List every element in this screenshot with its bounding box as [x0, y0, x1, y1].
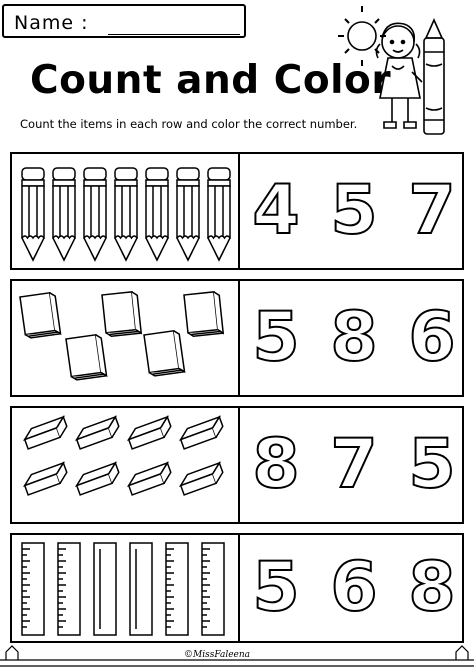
eraser-icon: [126, 417, 174, 449]
number-choices-row-2: [240, 281, 462, 395]
eraser-icon: [22, 417, 70, 449]
ruler-icon: [22, 543, 44, 635]
name-write-line[interactable]: [108, 34, 240, 35]
eraser-icon: [178, 463, 226, 495]
row-rulers: [10, 533, 464, 643]
page-title: Count and Color: [30, 58, 392, 103]
eraser-icon: [74, 417, 122, 449]
pencils-group: [12, 154, 238, 268]
name-box: [2, 4, 246, 38]
book-icon: [184, 291, 223, 336]
instructions: Count the items in each row and color the correct number.: [20, 117, 358, 131]
number-choice[interactable]: 8: [252, 425, 300, 504]
eraser-icon: [74, 463, 122, 495]
count-area-rulers: [12, 535, 240, 641]
rulers-group: [12, 535, 238, 641]
number-choice[interactable]: 6: [330, 548, 378, 627]
name-label: Name :: [14, 12, 89, 34]
erasers-group: [12, 408, 238, 522]
number-choice[interactable]: 7: [408, 171, 456, 250]
row-pencils: [10, 152, 464, 270]
eraser-icon: [22, 463, 70, 495]
ruler-icon: [58, 543, 80, 635]
book-icon: [144, 330, 185, 376]
number-choice[interactable]: 8: [330, 298, 378, 377]
number-choice[interactable]: 7: [330, 425, 378, 504]
ruler-icon: [94, 543, 116, 635]
number-choices-row-1: [240, 154, 462, 268]
pencil-icon: [115, 168, 137, 260]
books-group: [12, 281, 238, 395]
pencil-icon: [177, 168, 199, 260]
row-books: [10, 279, 464, 397]
number-choice[interactable]: 5: [252, 548, 300, 627]
pencil-icon: [84, 168, 106, 260]
number-choices-row-3: [240, 408, 462, 522]
credit-text: ©MissFaleena: [184, 650, 251, 660]
ruler-icon: [166, 543, 188, 635]
book-icon: [102, 291, 141, 336]
count-area-erasers: [12, 408, 240, 522]
number-choices-row-4: [240, 535, 462, 641]
pencil-icon: [22, 168, 44, 260]
count-area-pencils: [12, 154, 240, 268]
eraser-icon: [126, 463, 174, 495]
pencil-icon: [146, 168, 168, 260]
ruler-icon: [130, 543, 152, 635]
ruler-icon: [202, 543, 224, 635]
eraser-icon: [178, 417, 226, 449]
count-area-books: [12, 281, 240, 395]
book-icon: [20, 292, 61, 338]
number-choice[interactable]: 8: [408, 548, 456, 627]
number-choice[interactable]: 4: [252, 171, 300, 250]
number-choice[interactable]: 5: [330, 171, 378, 250]
book-icon: [66, 334, 107, 380]
number-choice[interactable]: 6: [408, 298, 456, 377]
pencil-icon: [208, 168, 230, 260]
row-erasers: [10, 406, 464, 524]
number-choice[interactable]: 5: [252, 298, 300, 377]
pencil-icon: [53, 168, 75, 260]
number-choice[interactable]: 5: [408, 425, 456, 504]
girl-crayon-clipart: [336, 4, 464, 140]
